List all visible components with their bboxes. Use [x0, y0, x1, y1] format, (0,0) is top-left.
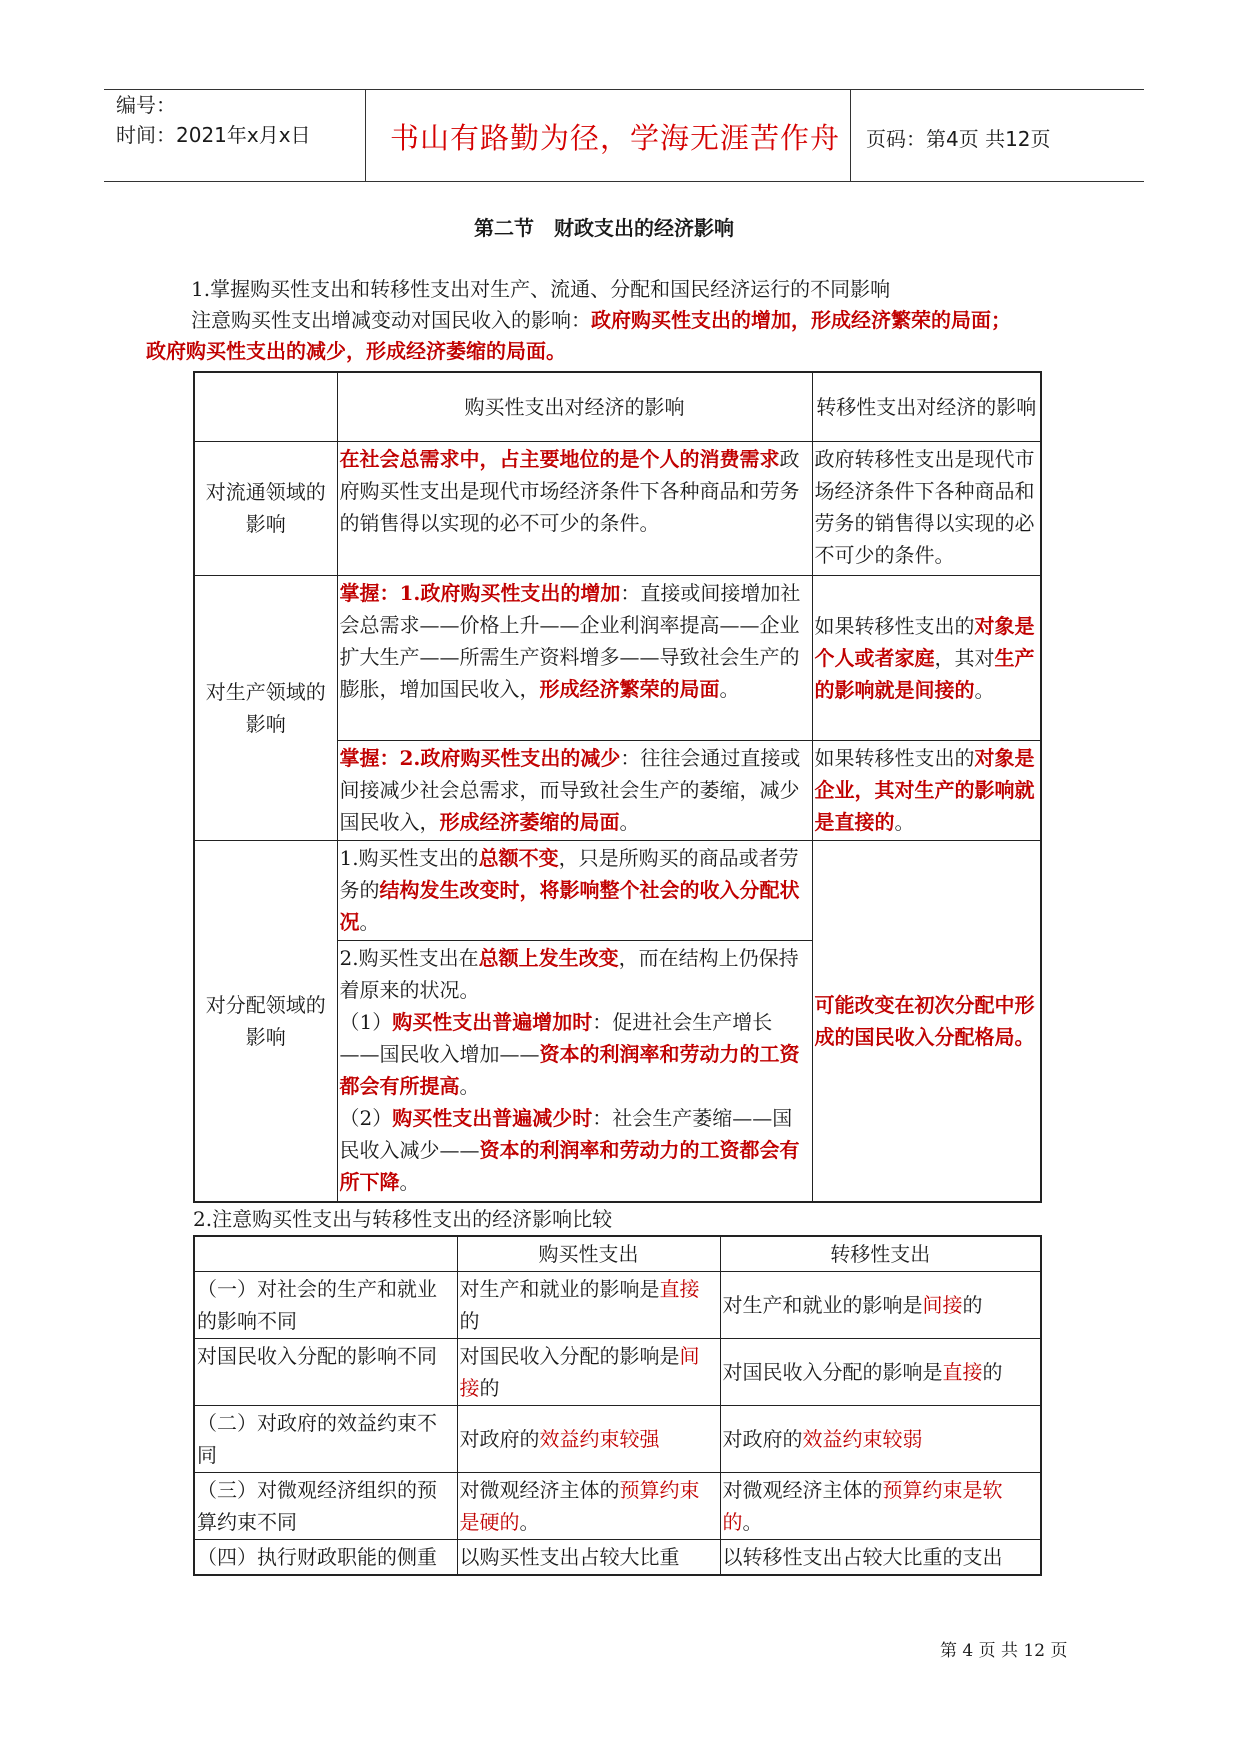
distribution-p1-end: 。 — [359, 909, 380, 934]
circulation-purchase-cell — [337, 441, 812, 575]
distribution-label: 对分配领域的影响 — [194, 840, 337, 1202]
comparison-purchase-emphasis: 效益约束较强 — [539, 1427, 660, 1451]
distribution-p2b — [340, 1102, 810, 1198]
comparison-purchase-emphasis: 预算约束是硬的 — [459, 1478, 700, 1534]
comparison-purchase-end: 的 — [479, 1376, 500, 1400]
header-divider-left — [365, 89, 366, 181]
comparison-transfer-cell — [720, 1473, 1041, 1540]
intro-line-3: 政府购买性支出的减少，形成经济萎缩的局面。 — [146, 339, 566, 363]
comparison-row-label: （三）对微观经济组织的预算约束不同 — [194, 1473, 457, 1540]
comparison-purchase-cell — [457, 1406, 720, 1473]
comparison-transfer-emphasis: 间接 — [922, 1293, 963, 1317]
impact-table-header-row — [194, 372, 1041, 441]
transfer-enterprise-end: 。 — [894, 809, 915, 834]
distribution-p2b-text: ：社会生产萎缩——国民收入减少—— — [339, 1105, 793, 1162]
circulation-purchase-text: 政府购买性支出是现代市场经济条件下各种商品和劳务的销售得以实现的必不可少的条件。 — [339, 446, 800, 535]
header-motto: 书山有路勤为径，学海无涯苦作舟 — [390, 121, 841, 155]
comparison-row-label: （二）对政府的效益约束不同 — [194, 1406, 457, 1473]
comparison-row-label: 对国民收入分配的影响不同 — [194, 1339, 457, 1406]
comparison-transfer-text: 对政府的 — [722, 1427, 803, 1451]
distribution-total-cell — [337, 940, 812, 1202]
comparison-row — [194, 1540, 1041, 1576]
distribution-p2a-text: ：促进社会生产增长——国民收入增加—— — [339, 1009, 773, 1066]
production-decrease-heading: 掌握：2.政府购买性支出的减少 — [339, 745, 621, 770]
comparison-purchase-cell — [457, 1473, 720, 1540]
circulation-label: 对流通领域的影响 — [194, 441, 337, 575]
comparison-row — [194, 1272, 1041, 1339]
distribution-p2-emphasis: 总额上发生改变 — [478, 945, 619, 970]
comparison-purchase-emphasis: 间接 — [459, 1344, 700, 1400]
distribution-transfer-emphasis: 可能改变在初次分配中形成的国民收入分配格局。 — [814, 992, 1035, 1049]
comparison-transfer-text: 对微观经济主体的 — [722, 1478, 883, 1502]
production-label: 对生产领域的影响 — [194, 575, 337, 840]
production-increase-text: ：直接或间接增加社会总需求——价格上升——企业利润率提高——企业扩大生产——所需生产资料增多——导致社会生产的膨胀，增加国民收入， — [339, 580, 801, 701]
comparison-transfer-emphasis: 效益约束较弱 — [802, 1427, 923, 1451]
comparison-transfer-cell — [720, 1339, 1041, 1406]
distribution-p2-text-2: ，而在结构上仍保持着原来的状况。 — [339, 945, 799, 1002]
distribution-p2-text: 2.购买性支出在 — [339, 945, 479, 970]
intro-line-1: 1.掌握购买性支出和转移性支出对生产、流通、分配和国民经济运行的不同影响 — [191, 277, 891, 301]
comparison-purchase-header: 购买性支出 — [457, 1236, 720, 1272]
production-increase-cell — [337, 575, 812, 740]
transfer-household-text-2: ，其对 — [934, 645, 995, 670]
production-increase-result: 形成经济繁荣的局面 — [539, 676, 720, 701]
comparison-purchase-text: 对微观经济主体的 — [459, 1478, 620, 1502]
comparison-transfer-text: 对国民收入分配的影响是 — [722, 1360, 943, 1384]
intro-line-2 — [146, 305, 1106, 336]
distribution-p2 — [340, 942, 810, 1006]
comparison-purchase-cell — [457, 1272, 720, 1339]
distribution-transfer-cell — [812, 840, 1041, 1202]
comparison-purchase-text: 对政府的 — [459, 1427, 540, 1451]
intro-line-2-emphasis: 政府购买性支出的增加，形成经济繁荣的局面； — [591, 308, 1011, 332]
comparison-row-label: （四）执行财政职能的侧重 — [194, 1540, 457, 1576]
comparison-table — [193, 1235, 1042, 1576]
comparison-transfer-cell — [720, 1406, 1041, 1473]
distribution-p1-text: 1.购买性支出的 — [339, 845, 479, 870]
page-code: 页码：第4页 共12页 — [866, 127, 1051, 151]
intro-line-2-plain: 注意购买性支出增减变动对国民收入的影响： — [191, 308, 591, 332]
production-increase-heading: 掌握：1.政府购买性支出的增加 — [339, 580, 621, 605]
production-decrease-end: 。 — [619, 809, 640, 834]
comparison-row — [194, 1339, 1041, 1406]
distribution-row-a — [194, 840, 1041, 940]
comparison-purchase-emphasis: 直接 — [659, 1277, 700, 1301]
transfer-household-end: 。 — [974, 677, 995, 702]
comparison-purchase-text: 对国民收入分配的影响是 — [459, 1344, 680, 1368]
comparison-header-row — [194, 1236, 1041, 1272]
header-divider-right — [850, 89, 851, 181]
comparison-purchase-end: 的 — [459, 1309, 480, 1333]
impact-table-corner-cell — [194, 372, 337, 441]
production-increase-end: 。 — [719, 676, 740, 701]
compare-title: 2.注意购买性支出与转移性支出的经济影响比较 — [193, 1207, 613, 1231]
distribution-p2a-emphasis-2: 资本的利润率和劳动力的工资都会有所提高 — [339, 1041, 800, 1098]
distribution-p2a-end: 。 — [459, 1073, 480, 1098]
comparison-purchase-cell — [457, 1339, 720, 1406]
comparison-row — [194, 1406, 1041, 1473]
comparison-transfer-cell: 以转移性支出占较大比重的支出 — [720, 1540, 1041, 1576]
comparison-purchase-end: 。 — [519, 1510, 540, 1534]
transfer-household-emphasis-2: 生产的影响就是间接的 — [814, 645, 1035, 702]
distribution-p1-emphasis-2: 结构发生改变时，将影响整个社会的收入分配状况 — [339, 877, 800, 934]
comparison-transfer-end: 的 — [982, 1360, 1003, 1384]
distribution-p2a-num: （1） — [339, 1009, 393, 1034]
comparison-corner-cell — [194, 1236, 457, 1272]
comparison-transfer-emphasis: 直接 — [942, 1360, 983, 1384]
circulation-purchase-emphasis: 在社会总需求中，占主要地位的是个人的消费需求 — [339, 446, 780, 471]
comparison-transfer-end: 的 — [962, 1293, 983, 1317]
transfer-household-emphasis: 对象是个人或者家庭 — [814, 613, 1035, 670]
distribution-p2a-emphasis: 购买性支出普遍增加时 — [392, 1009, 593, 1034]
purchase-impact-header: 购买性支出对经济的影响 — [337, 372, 812, 441]
impact-table — [193, 371, 1042, 1203]
comparison-transfer-cell — [720, 1272, 1041, 1339]
number-label: 编号： — [116, 93, 176, 117]
production-transfer-household-cell — [812, 575, 1041, 740]
distribution-p2a — [340, 1006, 810, 1102]
comparison-transfer-header: 转移性支出 — [720, 1236, 1041, 1272]
transfer-enterprise-emphasis: 对象是企业，其对生产的影响就是直接的 — [814, 745, 1035, 834]
header-meta — [116, 90, 311, 150]
comparison-transfer-text: 对生产和就业的影响是 — [722, 1293, 923, 1317]
comparison-row-label: （一）对社会的生产和就业的影响不同 — [194, 1272, 457, 1339]
header-bottom-rule — [104, 181, 1144, 182]
comparison-purchase-cell: 以购买性支出占较大比重 — [457, 1540, 720, 1576]
time-label: 时间：2021年x月x日 — [116, 123, 311, 147]
production-decrease-cell — [337, 740, 812, 840]
distribution-p1-emphasis: 总额不变 — [478, 845, 559, 870]
transfer-enterprise-text: 如果转移性支出的 — [814, 745, 975, 770]
distribution-p2b-num: （2） — [339, 1105, 393, 1130]
production-row-a — [194, 575, 1041, 740]
circulation-transfer-cell: 政府转移性支出是现代市场经济条件下各种商品和劳务的销售得以实现的必不可少的条件。 — [812, 441, 1041, 575]
circulation-row — [194, 441, 1041, 575]
distribution-p2b-emphasis: 购买性支出普遍减少时 — [392, 1105, 593, 1130]
transfer-impact-header: 转移性支出对经济的影响 — [812, 372, 1041, 441]
production-decrease-text: ：往往会通过直接或间接减少社会总需求，而导致社会生产的萎缩，减少国民收入， — [339, 745, 801, 834]
comparison-purchase-text: 对生产和就业的影响是 — [459, 1277, 660, 1301]
intro-paragraph — [146, 274, 1106, 367]
transfer-household-text: 如果转移性支出的 — [814, 613, 975, 638]
distribution-structure-cell — [337, 840, 812, 940]
production-transfer-enterprise-cell — [812, 740, 1041, 840]
comparison-row — [194, 1473, 1041, 1540]
comparison-transfer-end: 。 — [742, 1510, 763, 1534]
page-footer: 第 4 页 共 12 页 — [940, 1641, 1068, 1661]
distribution-p2b-end: 。 — [399, 1169, 420, 1194]
distribution-p2b-emphasis-2: 资本的利润率和劳动力的工资都会有所下降 — [339, 1137, 800, 1194]
section-title: 第二节 财政支出的经济影响 — [474, 216, 734, 240]
comparison-transfer-emphasis: 预算约束是软的 — [722, 1478, 1003, 1534]
distribution-p1-text-2: ，只是所购买的商品或者劳务的 — [339, 845, 799, 902]
production-decrease-result: 形成经济萎缩的局面 — [439, 809, 620, 834]
